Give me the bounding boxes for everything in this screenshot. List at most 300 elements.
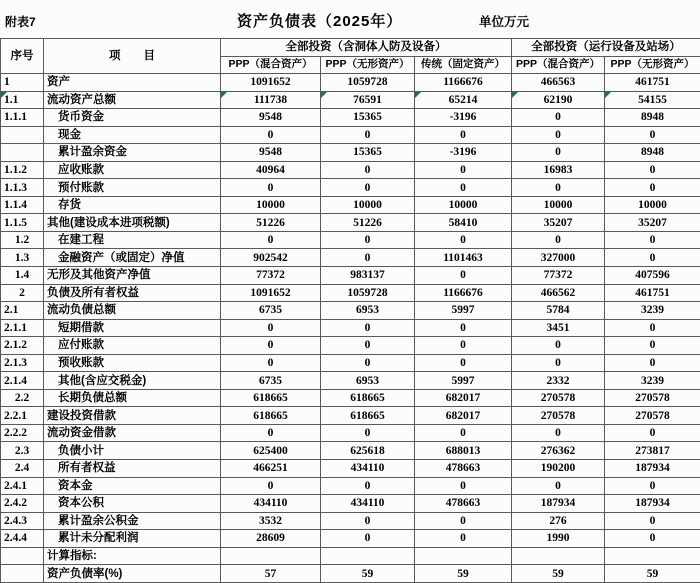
row-value-cell-3[interactable]: [415, 354, 512, 372]
row-value-cell-2[interactable]: [321, 126, 415, 144]
row-value-cell-4[interactable]: [512, 319, 605, 337]
row-no-text: 2.1.3: [4, 356, 27, 369]
row-value-text: 0: [364, 321, 371, 334]
row-value-cell-3[interactable]: [415, 389, 512, 407]
row-no-cell[interactable]: [1, 460, 44, 478]
row-value-text: 10000: [256, 199, 285, 212]
row-value-cell-2[interactable]: [321, 565, 415, 583]
header-col-ppp-intangible-2[interactable]: PPP（无形资产）: [605, 57, 700, 74]
row-value-cell-1[interactable]: [221, 530, 321, 548]
row-no-cell[interactable]: [1, 512, 44, 530]
row-value-cell-5[interactable]: [605, 284, 700, 302]
row-value-cell-1[interactable]: [221, 389, 321, 407]
row-value-cell-1[interactable]: [221, 284, 321, 302]
row-value-cell-3[interactable]: [415, 179, 512, 197]
row-value-text: 466562: [540, 286, 576, 299]
row-value-text: 10000: [448, 199, 478, 212]
row-value-text: 0: [267, 128, 274, 141]
row-value-text: 0: [460, 321, 466, 334]
row-item-cell[interactable]: [44, 547, 221, 565]
row-no-cell[interactable]: [1, 424, 44, 442]
row-no-cell[interactable]: [1, 319, 44, 337]
row-item-text: 无形及其他资产净值: [47, 269, 151, 282]
row-item-cell[interactable]: [44, 284, 221, 302]
row-value-cell-1[interactable]: [221, 337, 321, 355]
row-value-cell-1[interactable]: [221, 424, 321, 442]
row-no-cell[interactable]: [1, 302, 44, 320]
header-group-2[interactable]: 全部投资（运行设备及站场）: [512, 39, 700, 57]
row-value-cell-5[interactable]: [605, 512, 700, 530]
row-value-text: 0: [555, 128, 561, 141]
row-item-cell[interactable]: [44, 91, 221, 109]
row-item-cell[interactable]: [44, 214, 221, 232]
row-item-cell[interactable]: [44, 530, 221, 548]
row-value-cell-3[interactable]: [415, 460, 512, 478]
row-value-text: 2332: [546, 374, 570, 387]
row-no-cell[interactable]: [1, 126, 44, 144]
row-value-text: 618665: [350, 409, 385, 422]
row-value-text: 0: [649, 339, 656, 352]
row-item-cell[interactable]: [44, 442, 221, 460]
row-value-cell-4[interactable]: [512, 109, 605, 127]
row-value-cell-3[interactable]: [415, 319, 512, 337]
row-item-text: 资本公积: [58, 497, 104, 510]
row-value-cell-3[interactable]: [415, 126, 512, 144]
row-no-cell[interactable]: [1, 231, 44, 249]
row-value-cell-2[interactable]: [321, 109, 415, 127]
row-value-cell-1[interactable]: [221, 512, 321, 530]
row-value-cell-3[interactable]: [415, 231, 512, 249]
row-value-text: 0: [649, 479, 656, 492]
row-value-cell-2[interactable]: [321, 424, 415, 442]
row-value-cell-3[interactable]: [415, 407, 512, 425]
row-value-text: 5997: [451, 374, 475, 387]
row-value-cell-5[interactable]: [605, 109, 700, 127]
row-value-text: 276: [549, 514, 567, 527]
row-item-cell[interactable]: [44, 109, 221, 127]
row-value-cell-1[interactable]: [221, 214, 321, 232]
row-no-cell[interactable]: [1, 144, 44, 162]
row-value-cell-1[interactable]: [221, 161, 321, 179]
row-item-text: 负债小计: [58, 444, 104, 457]
row-value-cell-5[interactable]: [605, 319, 700, 337]
row-value-text: 0: [364, 427, 371, 440]
row-no-cell[interactable]: [1, 196, 44, 214]
row-value-cell-3[interactable]: [415, 337, 512, 355]
row-value-cell-2[interactable]: [321, 319, 415, 337]
row-value-cell-5[interactable]: [605, 442, 700, 460]
row-value-cell-4[interactable]: [512, 126, 605, 144]
row-value-cell-4[interactable]: [512, 161, 605, 179]
row-item-text: 资产: [47, 76, 70, 89]
row-no-text: 2.4: [14, 462, 30, 475]
row-item-text: 流动负债总额: [47, 304, 116, 317]
row-value-cell-3[interactable]: [415, 91, 512, 109]
row-value-text: 76591: [353, 93, 382, 106]
row-item-text: 计算指标:: [47, 550, 97, 562]
row-value-cell-5[interactable]: [605, 424, 700, 442]
row-value-cell-1[interactable]: [221, 91, 321, 109]
row-value-cell-2[interactable]: [321, 442, 415, 460]
row-value-text: 0: [460, 339, 466, 352]
row-value-cell-5[interactable]: [605, 372, 700, 390]
row-value-cell-4[interactable]: [512, 74, 605, 92]
row-value-cell-2[interactable]: [321, 512, 415, 530]
table-row: [1, 231, 700, 249]
row-value-cell-3[interactable]: [415, 547, 512, 565]
row-item-cell[interactable]: [44, 372, 221, 390]
row-value-cell-2[interactable]: [321, 547, 415, 565]
row-no-cell[interactable]: [1, 442, 44, 460]
row-value-text: 59: [361, 567, 374, 580]
row-value-cell-5[interactable]: [605, 161, 700, 179]
row-item-text: 流动资产总额: [47, 93, 116, 106]
row-no-cell[interactable]: [1, 109, 44, 127]
row-value-cell-2[interactable]: [321, 407, 415, 425]
row-value-cell-5[interactable]: [605, 196, 700, 214]
row-value-text: 0: [267, 427, 274, 440]
row-value-text: 0: [460, 514, 466, 527]
row-value-cell-2[interactable]: [321, 231, 415, 249]
header-col-traditional-fixed[interactable]: 传统（固定资产）: [415, 57, 512, 74]
row-value-cell-2[interactable]: [321, 179, 415, 197]
row-value-cell-3[interactable]: [415, 196, 512, 214]
row-value-cell-3[interactable]: [415, 74, 512, 92]
row-value-cell-2[interactable]: [321, 214, 415, 232]
row-value-text: 618665: [253, 392, 288, 405]
row-value-cell-4[interactable]: [512, 144, 605, 162]
row-value-cell-4[interactable]: [512, 196, 605, 214]
row-value-cell-3[interactable]: [415, 214, 512, 232]
row-value-cell-3[interactable]: [415, 161, 512, 179]
row-no-text: 2: [19, 286, 25, 299]
row-item-cell[interactable]: [44, 302, 221, 320]
row-value-text: 0: [555, 111, 561, 124]
row-item-text: 应收账款: [58, 163, 104, 176]
row-value-cell-5[interactable]: [605, 302, 700, 320]
row-value-cell-1[interactable]: [221, 144, 321, 162]
row-value-cell-1[interactable]: [221, 372, 321, 390]
row-value-text: 190200: [540, 462, 576, 475]
row-value-cell-4[interactable]: [512, 407, 605, 425]
row-item-cell[interactable]: [44, 495, 221, 513]
table-row: [1, 407, 700, 425]
row-value-cell-4[interactable]: [512, 495, 605, 513]
row-item-cell[interactable]: [44, 267, 221, 285]
row-value-text: 466563: [540, 76, 576, 89]
row-value-cell-2[interactable]: [321, 267, 415, 285]
unit-label: 单位万元: [479, 15, 530, 29]
row-value-cell-1[interactable]: [221, 126, 321, 144]
row-value-cell-1[interactable]: [221, 547, 321, 565]
row-item-cell[interactable]: [44, 126, 221, 144]
header-col-ppp-mixed-1[interactable]: PPP（混合资产）: [221, 57, 321, 74]
row-value-text: 270578: [540, 392, 576, 405]
row-value-cell-5[interactable]: [605, 91, 700, 109]
row-no-cell[interactable]: [1, 284, 44, 302]
row-value-text: 1091652: [250, 286, 291, 299]
table-row: [1, 512, 700, 530]
row-value-cell-5[interactable]: [605, 354, 700, 372]
row-item-cell[interactable]: [44, 565, 221, 583]
row-value-cell-2[interactable]: [321, 477, 415, 495]
row-item-cell[interactable]: [44, 512, 221, 530]
row-value-cell-2[interactable]: [321, 530, 415, 548]
row-value-cell-2[interactable]: [321, 372, 415, 390]
table-row: [1, 214, 700, 232]
row-value-cell-5[interactable]: [605, 179, 700, 197]
row-value-cell-1[interactable]: [221, 477, 321, 495]
row-value-cell-2[interactable]: [321, 249, 415, 267]
table-row: [1, 161, 700, 179]
row-value-text: 0: [649, 356, 656, 369]
row-value-cell-5[interactable]: [605, 495, 700, 513]
row-value-cell-3[interactable]: [415, 144, 512, 162]
row-value-text: 0: [460, 479, 466, 492]
row-value-cell-4[interactable]: [512, 231, 605, 249]
row-value-cell-5[interactable]: [605, 231, 700, 249]
row-item-cell[interactable]: [44, 407, 221, 425]
row-item-cell[interactable]: [44, 460, 221, 478]
row-no-cell[interactable]: [1, 337, 44, 355]
row-item-cell[interactable]: [44, 354, 221, 372]
row-no-text: 2.2.1: [4, 409, 27, 422]
row-item-cell[interactable]: [44, 337, 221, 355]
row-no-cell[interactable]: [1, 565, 44, 583]
row-value-cell-4[interactable]: [512, 477, 605, 495]
row-no-text: 2.1: [4, 304, 19, 317]
row-value-cell-1[interactable]: [221, 407, 321, 425]
row-value-cell-1[interactable]: [221, 267, 321, 285]
row-no-cell[interactable]: [1, 372, 44, 390]
row-value-text: 902542: [253, 251, 288, 264]
row-value-cell-5[interactable]: [605, 460, 700, 478]
row-value-cell-1[interactable]: [221, 565, 321, 583]
row-value-text: 10000: [638, 199, 667, 212]
row-value-cell-4[interactable]: [512, 267, 605, 285]
table-row: [1, 267, 700, 285]
row-value-cell-3[interactable]: [415, 477, 512, 495]
row-value-cell-4[interactable]: [512, 460, 605, 478]
row-item-text: 资本金: [58, 479, 93, 492]
row-no-cell[interactable]: [1, 354, 44, 372]
row-value-text: 625618: [350, 444, 385, 457]
table-row: [1, 424, 700, 442]
row-value-text: 0: [649, 321, 656, 334]
row-no-text: 2.2: [14, 392, 30, 405]
row-value-cell-3[interactable]: [415, 565, 512, 583]
table-row: [1, 354, 700, 372]
row-value-cell-5[interactable]: [605, 547, 700, 565]
row-value-text: 28609: [256, 532, 285, 545]
row-value-cell-4[interactable]: [512, 424, 605, 442]
row-value-text: 187934: [635, 462, 670, 475]
row-value-cell-3[interactable]: [415, 495, 512, 513]
row-value-cell-4[interactable]: [512, 389, 605, 407]
table-row: [1, 74, 700, 92]
row-value-cell-3[interactable]: [415, 372, 512, 390]
row-value-cell-5[interactable]: [605, 267, 700, 285]
error-flag-icon: [221, 92, 227, 98]
row-value-cell-4[interactable]: [512, 512, 605, 530]
row-value-text: 51226: [256, 216, 285, 229]
row-value-cell-3[interactable]: [415, 109, 512, 127]
row-value-cell-4[interactable]: [512, 547, 605, 565]
header-col-ppp-intangible-1[interactable]: PPP（无形资产）: [321, 57, 415, 74]
row-no-cell[interactable]: [1, 161, 44, 179]
row-value-cell-4[interactable]: [512, 565, 605, 583]
row-value-cell-1[interactable]: [221, 319, 321, 337]
table-row: [1, 460, 700, 478]
row-item-cell[interactable]: [44, 179, 221, 197]
row-value-text: 434110: [350, 462, 385, 475]
row-value-cell-5[interactable]: [605, 477, 700, 495]
row-no-cell[interactable]: [1, 389, 44, 407]
row-item-text: 在建工程: [58, 234, 104, 247]
row-value-text: 466251: [253, 462, 288, 475]
row-value-cell-3[interactable]: [415, 424, 512, 442]
row-no-cell[interactable]: [1, 249, 44, 267]
row-value-text: 0: [555, 181, 561, 194]
row-no-cell[interactable]: [1, 267, 44, 285]
row-value-text: 77372: [543, 269, 573, 282]
row-value-text: 0: [460, 356, 466, 369]
row-value-cell-5[interactable]: [605, 74, 700, 92]
row-value-cell-1[interactable]: [221, 231, 321, 249]
row-value-text: 0: [649, 234, 656, 247]
row-no-cell[interactable]: [1, 495, 44, 513]
row-no-text: 2.2.2: [4, 427, 27, 440]
row-value-text: 618665: [350, 392, 385, 405]
row-no-cell[interactable]: [1, 91, 44, 109]
row-value-cell-3[interactable]: [415, 302, 512, 320]
row-value-cell-1[interactable]: [221, 109, 321, 127]
row-value-cell-4[interactable]: [512, 179, 605, 197]
row-item-cell[interactable]: [44, 424, 221, 442]
row-item-cell[interactable]: [44, 161, 221, 179]
row-no-cell[interactable]: [1, 407, 44, 425]
row-item-cell[interactable]: [44, 74, 221, 92]
row-no-cell[interactable]: [1, 179, 44, 197]
row-no-cell[interactable]: [1, 477, 44, 495]
row-value-cell-3[interactable]: [415, 530, 512, 548]
row-value-cell-1[interactable]: [221, 302, 321, 320]
row-value-cell-5[interactable]: [605, 214, 700, 232]
row-value-cell-4[interactable]: [512, 91, 605, 109]
row-value-text: 10000: [353, 199, 382, 212]
row-item-cell[interactable]: [44, 249, 221, 267]
row-item-cell[interactable]: [44, 319, 221, 337]
row-value-text: 0: [460, 532, 466, 545]
row-value-text: 461751: [635, 286, 670, 299]
row-value-cell-1[interactable]: [221, 354, 321, 372]
row-no-text: 2.4.4: [4, 532, 27, 545]
row-value-cell-1[interactable]: [221, 179, 321, 197]
header-col-item[interactable]: 项 目: [44, 39, 221, 74]
row-value-cell-2[interactable]: [321, 354, 415, 372]
row-value-cell-5[interactable]: [605, 337, 700, 355]
row-value-cell-1[interactable]: [221, 495, 321, 513]
row-value-cell-4[interactable]: [512, 337, 605, 355]
row-value-cell-3[interactable]: [415, 442, 512, 460]
row-value-cell-1[interactable]: [221, 196, 321, 214]
row-item-cell[interactable]: [44, 144, 221, 162]
row-value-cell-2[interactable]: [321, 337, 415, 355]
header-col-no[interactable]: 序号: [1, 39, 44, 74]
row-value-text: 187934: [540, 497, 576, 510]
row-value-cell-4[interactable]: [512, 530, 605, 548]
header-group-1[interactable]: 全部投资（含洞体人防及设备）: [221, 39, 512, 57]
row-item-text: 累计盈余公积金: [58, 514, 139, 527]
row-value-cell-3[interactable]: [415, 249, 512, 267]
row-value-cell-2[interactable]: [321, 302, 415, 320]
row-value-cell-4[interactable]: [512, 354, 605, 372]
row-value-text: 8948: [641, 111, 664, 124]
row-value-cell-2[interactable]: [321, 389, 415, 407]
row-value-text: 0: [649, 514, 656, 527]
row-value-cell-5[interactable]: [605, 126, 700, 144]
row-value-text: 0: [364, 128, 371, 141]
row-value-cell-3[interactable]: [415, 284, 512, 302]
row-value-cell-5[interactable]: [605, 530, 700, 548]
row-value-text: 57: [264, 567, 277, 580]
row-value-cell-3[interactable]: [415, 267, 512, 285]
row-value-text: 8948: [641, 146, 664, 159]
row-value-cell-4[interactable]: [512, 284, 605, 302]
row-value-cell-4[interactable]: [512, 372, 605, 390]
row-value-cell-1[interactable]: [221, 442, 321, 460]
row-no-cell[interactable]: [1, 214, 44, 232]
row-value-cell-5[interactable]: [605, 389, 700, 407]
row-value-cell-2[interactable]: [321, 196, 415, 214]
row-no-cell[interactable]: [1, 530, 44, 548]
row-value-text: 54155: [638, 93, 667, 106]
row-value-cell-3[interactable]: [415, 512, 512, 530]
row-value-cell-5[interactable]: [605, 144, 700, 162]
row-item-cell[interactable]: [44, 477, 221, 495]
row-item-cell[interactable]: [44, 231, 221, 249]
row-value-cell-2[interactable]: [321, 74, 415, 92]
row-value-cell-2[interactable]: [321, 161, 415, 179]
row-value-text: 65214: [448, 93, 478, 106]
row-no-cell[interactable]: [1, 74, 44, 92]
row-value-text: 1990: [546, 532, 570, 545]
row-item-cell[interactable]: [44, 389, 221, 407]
row-value-cell-2[interactable]: [321, 284, 415, 302]
row-value-cell-1[interactable]: [221, 74, 321, 92]
header-col-ppp-mixed-2[interactable]: PPP（混合资产）: [512, 57, 605, 74]
row-value-cell-2[interactable]: [321, 144, 415, 162]
error-flag-icon: [512, 92, 518, 98]
row-item-cell[interactable]: [44, 196, 221, 214]
row-value-cell-2[interactable]: [321, 91, 415, 109]
row-value-cell-4[interactable]: [512, 214, 605, 232]
row-value-cell-4[interactable]: [512, 442, 605, 460]
row-value-text: 35207: [543, 216, 573, 229]
row-value-cell-4[interactable]: [512, 249, 605, 267]
row-value-cell-2[interactable]: [321, 495, 415, 513]
row-value-cell-2[interactable]: [321, 460, 415, 478]
row-value-cell-5[interactable]: [605, 407, 700, 425]
row-value-cell-5[interactable]: [605, 249, 700, 267]
row-value-text: 618665: [253, 409, 288, 422]
row-value-cell-1[interactable]: [221, 249, 321, 267]
row-value-cell-1[interactable]: [221, 460, 321, 478]
row-no-cell[interactable]: [1, 547, 44, 565]
row-value-cell-5[interactable]: [605, 565, 700, 583]
row-value-text: 59: [552, 567, 564, 580]
row-value-cell-4[interactable]: [512, 302, 605, 320]
